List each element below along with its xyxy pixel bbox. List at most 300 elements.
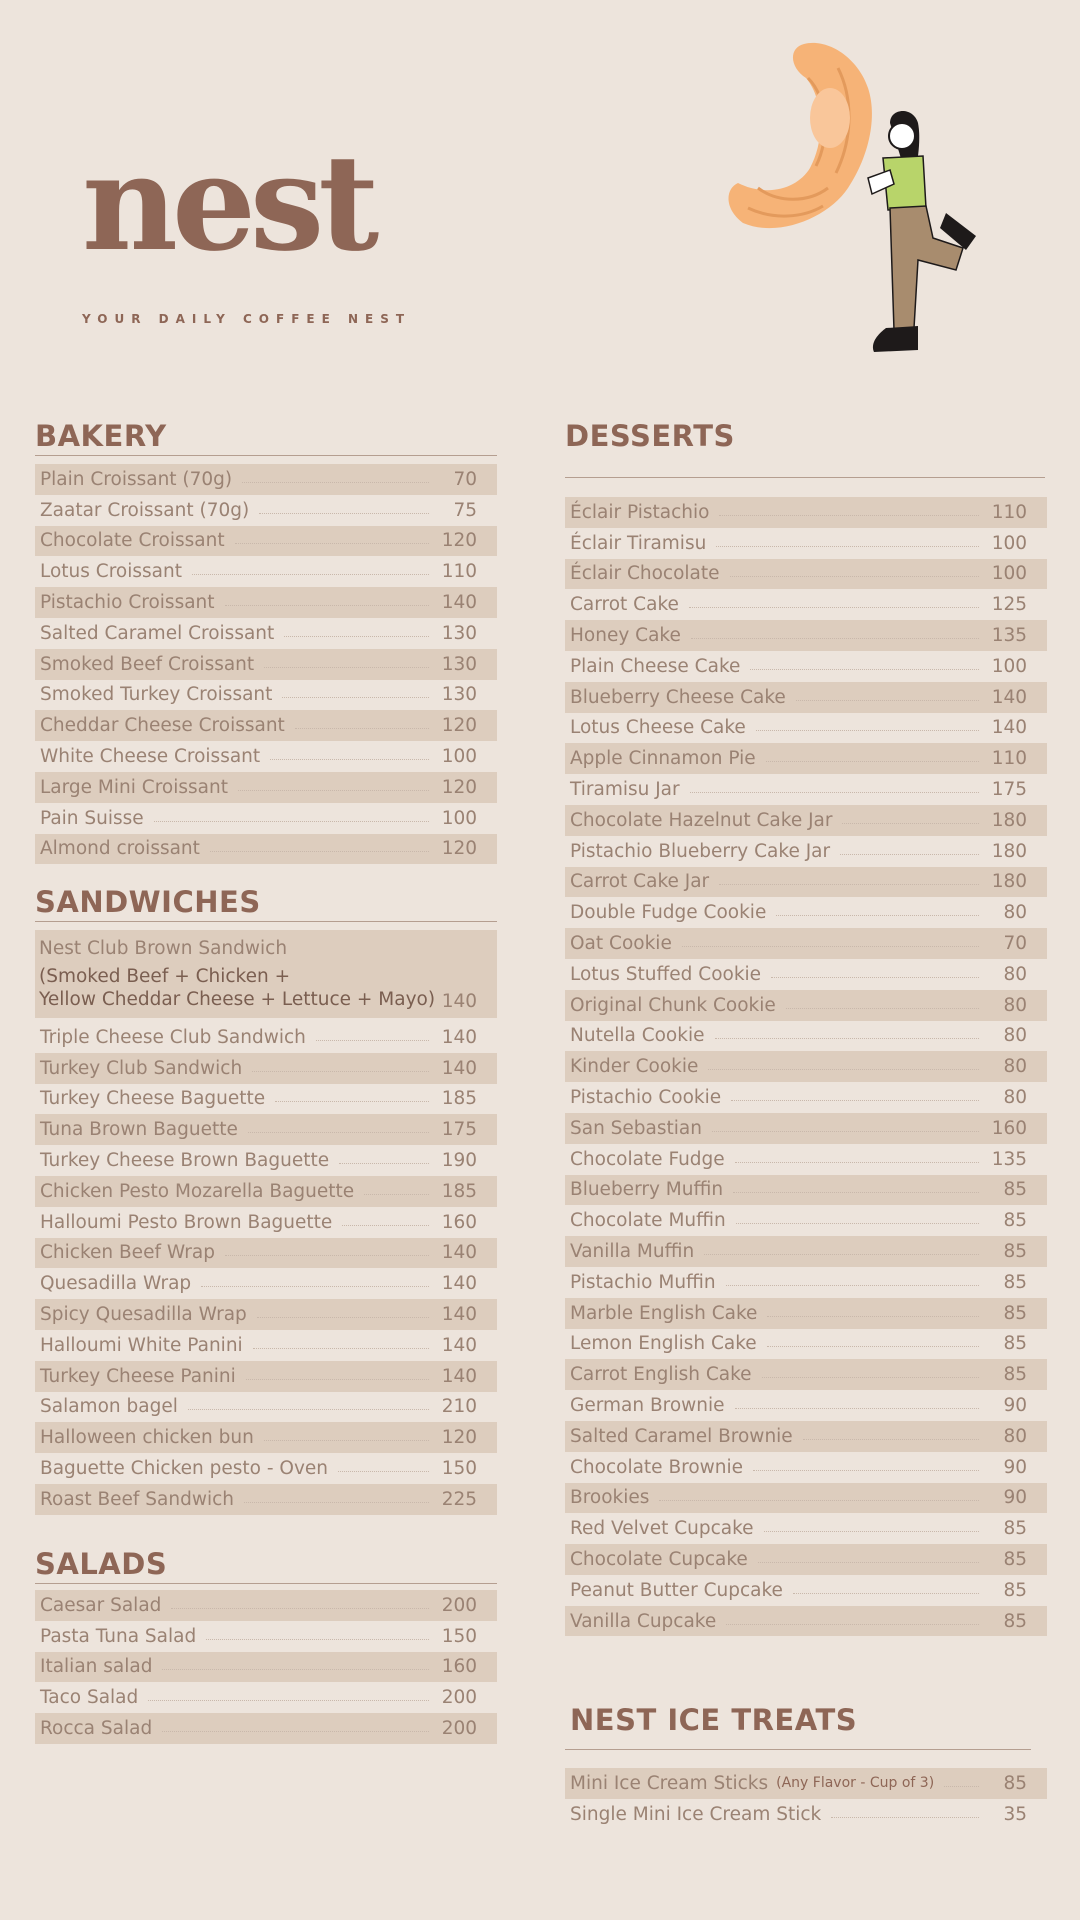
item-price: 140: [441, 592, 477, 614]
dot-leader: [248, 1132, 429, 1133]
item-name: Pistachio Croissant: [40, 592, 215, 614]
item-note: (Any Flavor - Cup of 3): [776, 1775, 935, 1792]
menu-item-row: [35, 1022, 497, 1053]
item-price: 135: [991, 1148, 1027, 1170]
item-price: 200: [441, 1718, 477, 1740]
item-name: Vanilla Muffin: [570, 1241, 695, 1263]
dot-leader: [716, 546, 979, 547]
menu-item-row: [565, 1298, 1047, 1329]
item-name: Chocolate Croissant: [40, 530, 225, 552]
menu-item-row: [35, 1238, 497, 1269]
item-price: 100: [991, 655, 1027, 677]
menu-item-row: [35, 1453, 497, 1484]
item-name: Almond croissant: [40, 838, 200, 860]
section-divider: [565, 477, 1045, 478]
item-price: 200: [441, 1594, 477, 1616]
item-name: Italian salad: [40, 1656, 153, 1678]
dot-leader: [690, 792, 979, 793]
menu-item-row: [565, 620, 1047, 651]
item-name: Lotus Croissant: [40, 561, 182, 583]
menu-item-row: [565, 1575, 1047, 1606]
item-name: Chicken Pesto Mozarella Baguette: [40, 1180, 355, 1202]
dot-leader: [704, 1254, 979, 1255]
item-price: 190: [441, 1150, 477, 1172]
item-price: 100: [441, 746, 477, 768]
item-name: Pistachio Cookie: [570, 1087, 722, 1109]
item-price: 120: [441, 776, 477, 798]
dot-leader: [252, 1071, 429, 1072]
item-name: Chocolate Hazelnut Cake Jar: [570, 809, 833, 831]
item-price: 85: [1003, 1210, 1027, 1232]
desserts-section: [565, 419, 1047, 1636]
section-title: BAKERY: [35, 419, 167, 453]
dot-leader: [225, 605, 429, 606]
item-name: Taco Salad: [40, 1687, 139, 1709]
dot-leader: [944, 1786, 979, 1787]
dot-leader: [736, 1223, 979, 1224]
dot-leader: [342, 1225, 429, 1226]
item-price: 210: [441, 1396, 477, 1418]
item-name: Chocolate Muffin: [570, 1210, 726, 1232]
item-price: 120: [441, 530, 477, 552]
section-title: DESSERTS: [565, 419, 735, 453]
item-price: 130: [441, 622, 477, 644]
dot-leader: [244, 1502, 429, 1503]
dot-leader: [764, 1531, 979, 1532]
menu-item-row: [565, 1113, 1047, 1144]
menu-item-row: [35, 1590, 497, 1621]
menu-item-row: [565, 1329, 1047, 1360]
menu-item-row: [565, 497, 1047, 528]
item-price: 150: [441, 1625, 477, 1647]
item-price: 130: [441, 684, 477, 706]
item-price: 185: [441, 1088, 477, 1110]
item-name: Large Mini Croissant: [40, 776, 228, 798]
menu-item-row: [35, 1268, 497, 1299]
bakery-section: [35, 419, 497, 864]
salads-list: [35, 1590, 497, 1744]
dot-leader: [235, 543, 429, 544]
dot-leader: [735, 1162, 979, 1163]
dot-leader: [715, 1038, 980, 1039]
item-price: 160: [441, 1211, 477, 1233]
menu-item-row: [565, 1452, 1047, 1483]
item-name: Carrot Cake: [570, 594, 679, 616]
item-name: Red Velvet Cupcake: [570, 1518, 754, 1540]
menu-item-row: [35, 1176, 497, 1207]
dot-leader: [708, 1069, 979, 1070]
menu-item-row: [35, 803, 497, 834]
item-name: San Sebastian: [570, 1117, 702, 1139]
section-divider: [35, 1583, 497, 1584]
desserts-list: [565, 497, 1047, 1636]
item-name: Pistachio Blueberry Cake Jar: [570, 840, 831, 862]
dot-leader: [840, 854, 979, 855]
dot-leader: [259, 513, 429, 514]
item-name: Chocolate Fudge: [570, 1148, 725, 1170]
dot-leader: [776, 915, 979, 916]
menu-item-row: [565, 959, 1047, 990]
menu-item-row: [565, 1359, 1047, 1390]
item-price: 150: [441, 1458, 477, 1480]
menu-item-row: [565, 1390, 1047, 1421]
section-title: SALADS: [35, 1547, 168, 1581]
sandwiches-list: [35, 1022, 497, 1515]
dot-leader: [284, 636, 429, 637]
menu-item-row: [565, 867, 1047, 898]
sandwiches-section: [35, 885, 497, 1515]
dot-leader: [257, 1317, 429, 1318]
item-price: 80: [1003, 902, 1027, 924]
item-name: Blueberry Muffin: [570, 1179, 724, 1201]
menu-item-row: [35, 1114, 497, 1145]
item-price: 70: [1003, 933, 1027, 955]
dot-leader: [842, 823, 979, 824]
item-price: 200: [441, 1687, 477, 1709]
salads-section: [35, 1547, 497, 1744]
item-name: Halloumi Pesto Brown Baguette: [40, 1211, 333, 1233]
item-price: 120: [441, 1427, 477, 1449]
item-price: 85: [1003, 1579, 1027, 1601]
menu-item-row: [565, 1051, 1047, 1082]
dot-leader: [767, 1346, 979, 1347]
section-divider: [565, 1749, 1031, 1750]
menu-item-row: [565, 559, 1047, 590]
item-name: Original Chunk Cookie: [570, 994, 776, 1016]
item-name: Lotus Cheese Cake: [570, 717, 746, 739]
menu-item-row: [565, 897, 1047, 928]
brand-tagline: YOUR DAILY COFFEE NEST: [82, 312, 412, 326]
item-name: Caesar Salad: [40, 1594, 162, 1616]
menu-item-row: [565, 1267, 1047, 1298]
dot-leader: [682, 946, 979, 947]
item-name: Salted Caramel Croissant: [40, 622, 275, 644]
item-price: 100: [991, 532, 1027, 554]
item-name: Single Mini Ice Cream Stick: [570, 1803, 822, 1825]
dot-leader: [766, 761, 979, 762]
dot-leader: [206, 1639, 429, 1640]
croissant-icon: [728, 43, 871, 228]
item-price: 140: [441, 1026, 477, 1048]
menu-item-row: [565, 743, 1047, 774]
menu-item-row: [35, 1713, 497, 1744]
item-price: 160: [441, 1656, 477, 1678]
item-price: 80: [1003, 963, 1027, 985]
item-price: 90: [1003, 1487, 1027, 1509]
item-price: 225: [441, 1488, 477, 1510]
section-title: SANDWICHES: [35, 885, 261, 919]
item-price: 125: [991, 594, 1027, 616]
ice-treats-section: [565, 1703, 1047, 1830]
menu-item-row: [565, 1513, 1047, 1544]
item-price: 140: [441, 1057, 477, 1079]
menu-item-row: [565, 589, 1047, 620]
dot-leader: [730, 576, 979, 577]
item-name: Chicken Beef Wrap: [40, 1242, 215, 1264]
item-name: Rocca Salad: [40, 1718, 153, 1740]
menu-item-row: [565, 1606, 1047, 1637]
item-price: 180: [991, 840, 1027, 862]
item-name: Pain Suisse: [40, 807, 144, 829]
item-name: Marble English Cake: [570, 1302, 758, 1324]
item-name: Turkey Club Sandwich: [40, 1057, 243, 1079]
menu-item-row: [565, 928, 1047, 959]
item-price: 85: [1003, 1610, 1027, 1632]
dot-leader: [364, 1194, 429, 1195]
croissant-girl-illustration: [718, 38, 1003, 358]
menu-item-row: [35, 741, 497, 772]
dot-leader: [689, 607, 979, 608]
menu-item-row: [35, 1084, 497, 1115]
item-price: 90: [1003, 1395, 1027, 1416]
item-price: 140: [991, 717, 1027, 739]
menu-item-row: [35, 1299, 497, 1330]
item-price: 85: [1003, 1518, 1027, 1540]
dot-leader: [148, 1700, 429, 1701]
menu-item-row: [565, 1082, 1047, 1113]
dot-leader: [793, 1593, 979, 1594]
item-name: Lotus Stuffed Cookie: [570, 963, 762, 985]
item-name: Lemon English Cake: [570, 1333, 757, 1355]
item-price: 100: [991, 563, 1027, 585]
item-price: 80: [1003, 994, 1027, 1016]
item-price: 130: [441, 653, 477, 675]
item-price: 120: [441, 838, 477, 860]
menu-item-row: [35, 526, 497, 557]
dot-leader: [162, 1731, 429, 1732]
item-price: 110: [441, 561, 477, 583]
dot-leader: [753, 1470, 979, 1471]
item-name: Nest Club Brown Sandwich: [39, 938, 288, 959]
item-price: 80: [1003, 1056, 1027, 1078]
item-price: 140: [441, 991, 477, 1012]
dot-leader: [756, 730, 979, 731]
item-name: White Cheese Croissant: [40, 746, 261, 768]
dot-leader: [338, 1471, 429, 1472]
item-price: 85: [1003, 1548, 1027, 1570]
dot-leader: [691, 638, 979, 639]
item-name: Turkey Cheese Panini: [40, 1365, 236, 1387]
section-title: NEST ICE TREATS: [570, 1703, 858, 1737]
item-name: Mini Ice Cream Sticks: [570, 1772, 769, 1794]
item-price: 85: [1003, 1241, 1027, 1263]
featured-menu-item: [35, 930, 497, 1018]
menu-item-row: [565, 528, 1047, 559]
menu-item-row: [35, 1053, 497, 1084]
menu-item-row: [35, 495, 497, 526]
item-name: Pistachio Muffin: [570, 1271, 716, 1293]
item-name: Chocolate Brownie: [570, 1456, 744, 1478]
item-price: 85: [1003, 1364, 1027, 1386]
item-price: 140: [441, 1334, 477, 1356]
item-name: Smoked Beef Croissant: [40, 653, 255, 675]
item-price: 100: [441, 807, 477, 829]
item-name: Triple Cheese Club Sandwich: [40, 1026, 306, 1048]
dot-leader: [264, 667, 429, 668]
item-name: Blueberry Cheese Cake: [570, 686, 786, 708]
item-name: Halloween chicken bun: [40, 1427, 254, 1449]
menu-item-row: [35, 649, 497, 680]
item-price: 85: [1003, 1302, 1027, 1324]
item-name: Éclair Pistachio: [570, 501, 710, 523]
menu-item-row: [565, 990, 1047, 1021]
item-name: Éclair Chocolate: [570, 563, 720, 585]
menu-item-row: [35, 1361, 497, 1392]
dot-leader: [188, 1409, 429, 1410]
menu-item-row: [35, 1484, 497, 1515]
dot-leader: [242, 482, 429, 483]
dot-leader: [796, 700, 979, 701]
menu-item-row: [565, 682, 1047, 713]
menu-item-row: [565, 1144, 1047, 1175]
menu-item-row: [565, 1205, 1047, 1236]
dot-leader: [264, 1440, 429, 1441]
item-name: Double Fudge Cookie: [570, 902, 767, 924]
dot-leader: [659, 1500, 979, 1501]
dot-leader: [275, 1101, 429, 1102]
item-price: 85: [1003, 1333, 1027, 1355]
menu-item-row: [35, 587, 497, 618]
item-price: 185: [441, 1180, 477, 1202]
item-price: 90: [1003, 1456, 1027, 1478]
item-price: 80: [1003, 1425, 1027, 1447]
item-name: Kinder Cookie: [570, 1056, 699, 1078]
item-price: 120: [441, 715, 477, 737]
menu-item-row: [565, 1236, 1047, 1267]
dot-leader: [154, 821, 429, 822]
item-name: Turkey Cheese Baguette: [40, 1088, 266, 1110]
item-price: 180: [991, 809, 1027, 831]
item-name: Carrot English Cake: [570, 1364, 752, 1386]
item-name: Turkey Cheese Brown Baguette: [40, 1150, 330, 1172]
menu-item-row: [565, 1799, 1047, 1830]
dot-leader: [162, 1669, 429, 1670]
dot-leader: [767, 1316, 979, 1317]
item-price: 80: [1003, 1025, 1027, 1047]
item-name: Oat Cookie: [570, 933, 672, 955]
menu-item-row: [565, 651, 1047, 682]
item-name: Brookies: [570, 1487, 650, 1509]
brand-logo: nest: [82, 126, 374, 281]
item-price: 140: [441, 1242, 477, 1264]
item-name: Éclair Tiramisu: [570, 532, 707, 554]
dot-leader: [803, 1439, 979, 1440]
menu-item-row: [35, 1652, 497, 1683]
item-name: Cheddar Cheese Croissant: [40, 715, 285, 737]
dot-leader: [225, 1255, 429, 1256]
item-name: Tuna Brown Baguette: [40, 1119, 238, 1141]
menu-item-row: [565, 805, 1047, 836]
item-price: 85: [1003, 1772, 1027, 1794]
item-name: Carrot Cake Jar: [570, 871, 710, 893]
item-price: 110: [991, 501, 1027, 523]
item-price: 140: [441, 1273, 477, 1295]
item-price: 140: [441, 1365, 477, 1387]
dot-leader: [762, 1377, 979, 1378]
item-name: Salted Caramel Brownie: [570, 1425, 793, 1447]
item-price: 70: [453, 468, 477, 490]
item-name: Honey Cake: [570, 625, 681, 647]
item-name: Vanilla Cupcake: [570, 1610, 717, 1632]
item-name: Quesadilla Wrap: [40, 1273, 192, 1295]
dot-leader: [246, 1379, 429, 1380]
item-name: German Brownie: [570, 1395, 725, 1416]
menu-item-row: [35, 1621, 497, 1652]
item-price: 85: [1003, 1271, 1027, 1293]
item-name: Pasta Tuna Salad: [40, 1625, 197, 1647]
item-name: Apple Cinnamon Pie: [570, 748, 756, 770]
item-price: 85: [1003, 1179, 1027, 1201]
dot-leader: [295, 728, 429, 729]
item-price: 160: [991, 1117, 1027, 1139]
item-name: Roast Beef Sandwich: [40, 1488, 235, 1510]
dot-leader: [253, 1348, 429, 1349]
dot-leader: [750, 669, 979, 670]
item-name: Plain Croissant (70g): [40, 468, 233, 490]
item-price: 110: [991, 748, 1027, 770]
dot-leader: [316, 1040, 429, 1041]
menu-item-row: [35, 680, 497, 711]
item-name: Chocolate Cupcake: [570, 1548, 748, 1570]
bakery-list: [35, 464, 497, 864]
menu-item-row: [565, 1483, 1047, 1514]
item-price: 135: [991, 625, 1027, 647]
item-price: 75: [453, 499, 477, 521]
menu-item-row: [565, 1544, 1047, 1575]
dot-leader: [831, 1817, 979, 1818]
menu-item-row: [35, 834, 497, 865]
item-name: Peanut Butter Cupcake: [570, 1579, 783, 1601]
item-price: 140: [441, 1304, 477, 1326]
menu-item-row: [35, 464, 497, 495]
dot-leader: [758, 1562, 979, 1563]
menu-item-row: [35, 556, 497, 587]
menu-item-row: [565, 1421, 1047, 1452]
dot-leader: [210, 851, 429, 852]
menu-item-row: [565, 836, 1047, 867]
menu-item-row: [35, 1422, 497, 1453]
dot-leader: [731, 1100, 979, 1101]
dot-leader: [719, 515, 979, 516]
dot-leader: [719, 884, 979, 885]
menu-item-row: [565, 1175, 1047, 1206]
item-name: Tiramisu Jar: [570, 779, 680, 801]
item-price: 175: [441, 1119, 477, 1141]
dot-leader: [726, 1285, 979, 1286]
dot-leader: [201, 1286, 429, 1287]
item-price: 80: [1003, 1087, 1027, 1109]
dot-leader: [171, 1608, 429, 1609]
item-price: 35: [1003, 1803, 1027, 1825]
item-description-line: Yellow Cheddar Cheese + Lettuce + Mayo): [39, 989, 436, 1010]
item-name: Plain Cheese Cake: [570, 655, 741, 677]
item-price: 175: [991, 779, 1027, 801]
dot-leader: [192, 574, 429, 575]
section-divider: [35, 455, 497, 456]
item-name: Halloumi White Panini: [40, 1334, 243, 1356]
item-name: Smoked Turkey Croissant: [40, 684, 273, 706]
dot-leader: [238, 790, 429, 791]
dot-leader: [270, 759, 429, 760]
menu-item-row: [565, 1768, 1047, 1799]
menu-item-row: [35, 1145, 497, 1176]
item-description-line: (Smoked Beef + Chicken +: [39, 966, 291, 987]
item-name: Spicy Quesadilla Wrap: [40, 1304, 247, 1326]
menu-item-row: [565, 1021, 1047, 1052]
item-name: Salamon bagel: [40, 1396, 178, 1418]
menu-item-row: [565, 774, 1047, 805]
dot-leader: [733, 1192, 979, 1193]
